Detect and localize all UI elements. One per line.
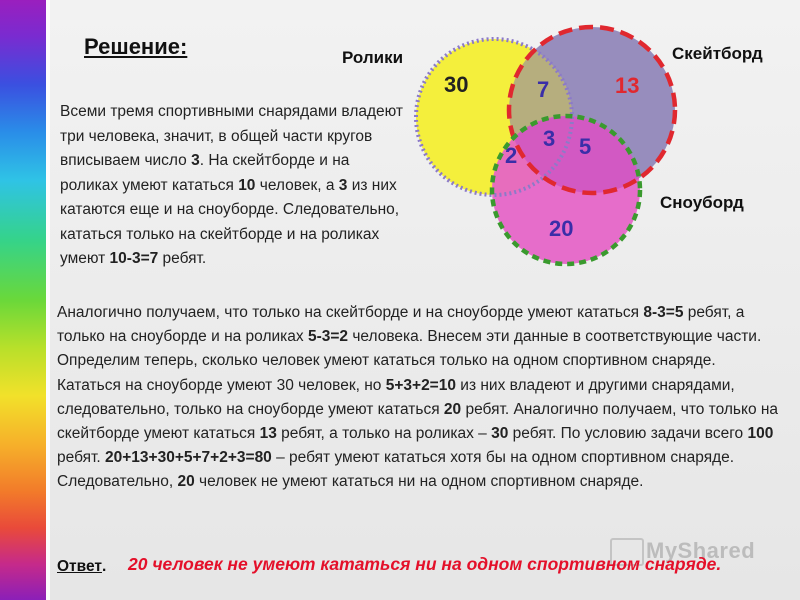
label-roliki: Ролики xyxy=(342,48,404,67)
region-skate-only: 13 xyxy=(615,73,640,98)
region-roliki-only: 30 xyxy=(444,72,469,97)
region-roliki-snow: 2 xyxy=(505,143,518,168)
region-all-three: 3 xyxy=(543,126,556,151)
solution-title: Решение: xyxy=(84,34,188,59)
answer-label: Ответ. xyxy=(57,558,107,575)
explanation-paragraph-2: Аналогично получаем, что только на скейтборде и на сноуборде умеют кататься 8-3=5 ребят, а только на сноуборде и на роликах 5-3=2 человека. Внесем эти данные в соответствующие части. Определим теперь, сколько человек умеют кататься только на одном спортивном снаряде. Кататься на сноуборде умеют 30 человек, но 5+3+2=10 из них владеют и другими снарядами, следовательно, только на сноуборде умеют кататься 20 ребят. Аналогично получаем, что только на скейтборде умеют кататься 13 ребят, а только на роликах – 30 ребят. По условию задачи всего 100 ребят. 20+13+30+5+7+2+3=80 – ребят умеют кататься хотя бы на одном спортивном снаряде. Следовательно, 20 человек не умеют кататься ни на одном спортивном снаряде. xyxy=(57,304,779,491)
label-snowboard: Сноуборд xyxy=(660,193,744,212)
explanation-paragraph-1: Всеми тремя спортивными снарядами владеют три человека, значит, в общей части кругов вписываем число 3. На скейтборде и на роликах умеют кататься 10 человек, а 3 из них катаются еще и на сноуборде. Следовательно, кататься только на скейтборде и на роликах умеют 10-3=7 ребят. xyxy=(60,103,404,267)
label-skateboard: Скейтборд xyxy=(672,44,763,63)
region-roliki-skate: 7 xyxy=(537,77,550,102)
watermark: MyShared xyxy=(646,538,756,563)
answer-text: 20 человек не умеют кататься ни на одном спортивном снаряде. xyxy=(128,554,722,574)
region-skate-snow: 5 xyxy=(579,134,592,159)
region-snow-only: 20 xyxy=(549,216,574,241)
